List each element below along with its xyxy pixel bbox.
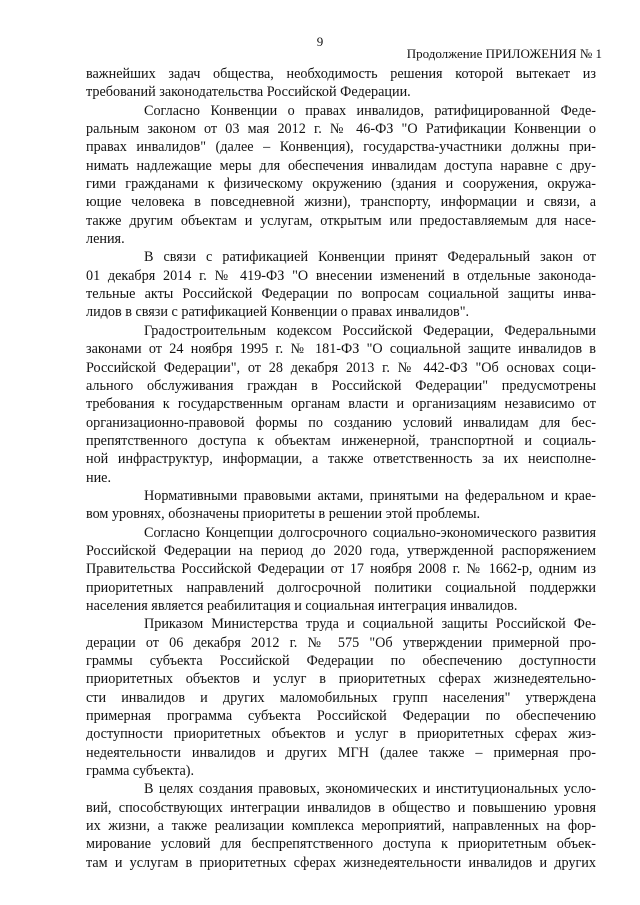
text-line: доступности приоритетных объектов и услуг в приоритетных сферах жиз- <box>86 726 596 743</box>
text-line: приоритетных направлений долгосрочной политики социальной поддержки <box>86 579 596 596</box>
text-line: вом уровнях, обозначены приоритеты в решении этой проблемы. <box>86 506 481 523</box>
text-line: ющие человека в повседневной жизни), транспорту, информации и связи, а <box>86 194 596 211</box>
text-line: также другим объектам и услугам, открытым или предоставляемым для насе- <box>86 212 596 229</box>
text-line: требования к государственным органам власти и организациям независимо от <box>86 396 596 413</box>
text-line: их жизни, а также реализации комплекса мероприятий, направленных на фор- <box>86 818 596 835</box>
text-line: важнейших задач общества, необходимость решения которой вытекает из <box>86 66 596 82</box>
paragraph <box>86 524 596 616</box>
text-line: ального обслуживания граждан в Российской Федерации" предусмотрены <box>86 377 596 394</box>
text-line: ние. <box>86 469 112 486</box>
text-line: Согласно Конвенции о правах инвалидов, ратифицированной Феде- <box>144 102 596 119</box>
paragraph <box>86 102 596 249</box>
text-line: населения является реабилитация и социальная интеграция инвалидов. <box>86 597 518 614</box>
paragraph <box>86 322 596 487</box>
text-line: ления. <box>86 231 125 248</box>
text-line: там и услугам в приоритетных сферах жизнедеятельности инвалидов и других <box>86 854 596 871</box>
page-number: 9 <box>316 34 324 49</box>
text-line: Российской Федерации", от 28 декабря 2013 г. № 442-ФЗ "Об основах соци- <box>86 359 596 376</box>
text-line: требований законодательства Российской Федерации. <box>86 84 411 101</box>
document-body <box>86 65 596 872</box>
text-line: мирование условий для беспрепятственного доступа к приоритетным объек- <box>86 836 596 853</box>
text-line: Правительства Российской Федерации от 17 ноября 2008 г. № 1662-р, одним из <box>86 561 596 578</box>
text-line: дерации от 06 декабря 2012 г. № 575 "Об утверждении примерной про- <box>86 634 596 651</box>
text-line: законами от 24 ноября 1995 г. № 181-ФЗ "О социальной защите инвалидов в <box>86 341 596 358</box>
text-line: ной инфраструктур, информации, а также ответственность за их неисполне- <box>86 451 596 468</box>
text-line: вий, способствующих интеграции инвалидов в общество и повышению уровня <box>86 799 596 816</box>
text-line: правах инвалидов" (далее – Конвенция), государства-участники должны при- <box>86 139 596 156</box>
text-line: тельные акты Российской Федерации по вопросам социальной защиты инва- <box>86 286 596 303</box>
paragraph <box>86 248 596 321</box>
text-line: 01 декабря 2014 г. № 419-ФЗ "О внесении изменений в отдельные законода- <box>86 267 596 284</box>
text-line: гими гражданами к физическому окружению (здания и сооружения, окружа- <box>86 176 596 193</box>
text-line: сти инвалидов и других маломобильных групп населения" утверждена <box>86 689 596 706</box>
text-line: примерная программа субъекта Российской Федерации по обеспечению <box>86 708 596 725</box>
text-line: организационно-правовой формы по созданию условий инвалидам для бес- <box>86 414 596 431</box>
paragraph <box>86 780 596 872</box>
text-line: приоритетных объектов и услуг в приоритетных сферах жизнедеятельно- <box>86 671 596 688</box>
paragraph <box>86 65 596 102</box>
text-line: В связи с ратификацией Конвенции принят Федеральный закон от <box>144 249 596 266</box>
paragraph <box>86 487 596 524</box>
text-line: лидов в связи с ратификацией Конвенции о правах инвалидов". <box>86 304 470 321</box>
text-line: ральным законом от 03 мая 2012 г. № 46-ФЗ "О Ратификации Конвенции о <box>86 121 596 138</box>
text-line: Нормативными правовыми актами, принятыми на федеральном и крае- <box>144 487 596 504</box>
text-line: В целях создания правовых, экономических и институциональных усло- <box>144 781 596 798</box>
text-line: граммы субъекта Российской Федерации по обеспечению доступности <box>86 653 596 669</box>
text-line: Приказом Министерства труда и социальной защиты Российской Фе- <box>144 616 596 633</box>
paragraph <box>86 615 596 780</box>
text-line: препятственного доступа к объектам инженерной, транспортной и социаль- <box>86 432 596 449</box>
text-line: нимать надлежащие меры для обеспечения инвалидам доступа наравне с дру- <box>86 157 596 174</box>
continuation-note: Продолжение ПРИЛОЖЕНИЯ № 1 <box>406 46 602 61</box>
text-line: недеятельности инвалидов и других МГН (далее также – примерная про- <box>86 744 596 761</box>
text-line: Согласно Концепции долгосрочного социально-экономического развития <box>144 524 596 541</box>
text-line: Российской Федерации на период до 2020 года, утвержденной распоряжением <box>86 542 596 559</box>
text-line: Градостроительным кодексом Российской Федерации, Федеральными <box>144 322 596 339</box>
text-line: грамма субъекта). <box>86 763 195 780</box>
